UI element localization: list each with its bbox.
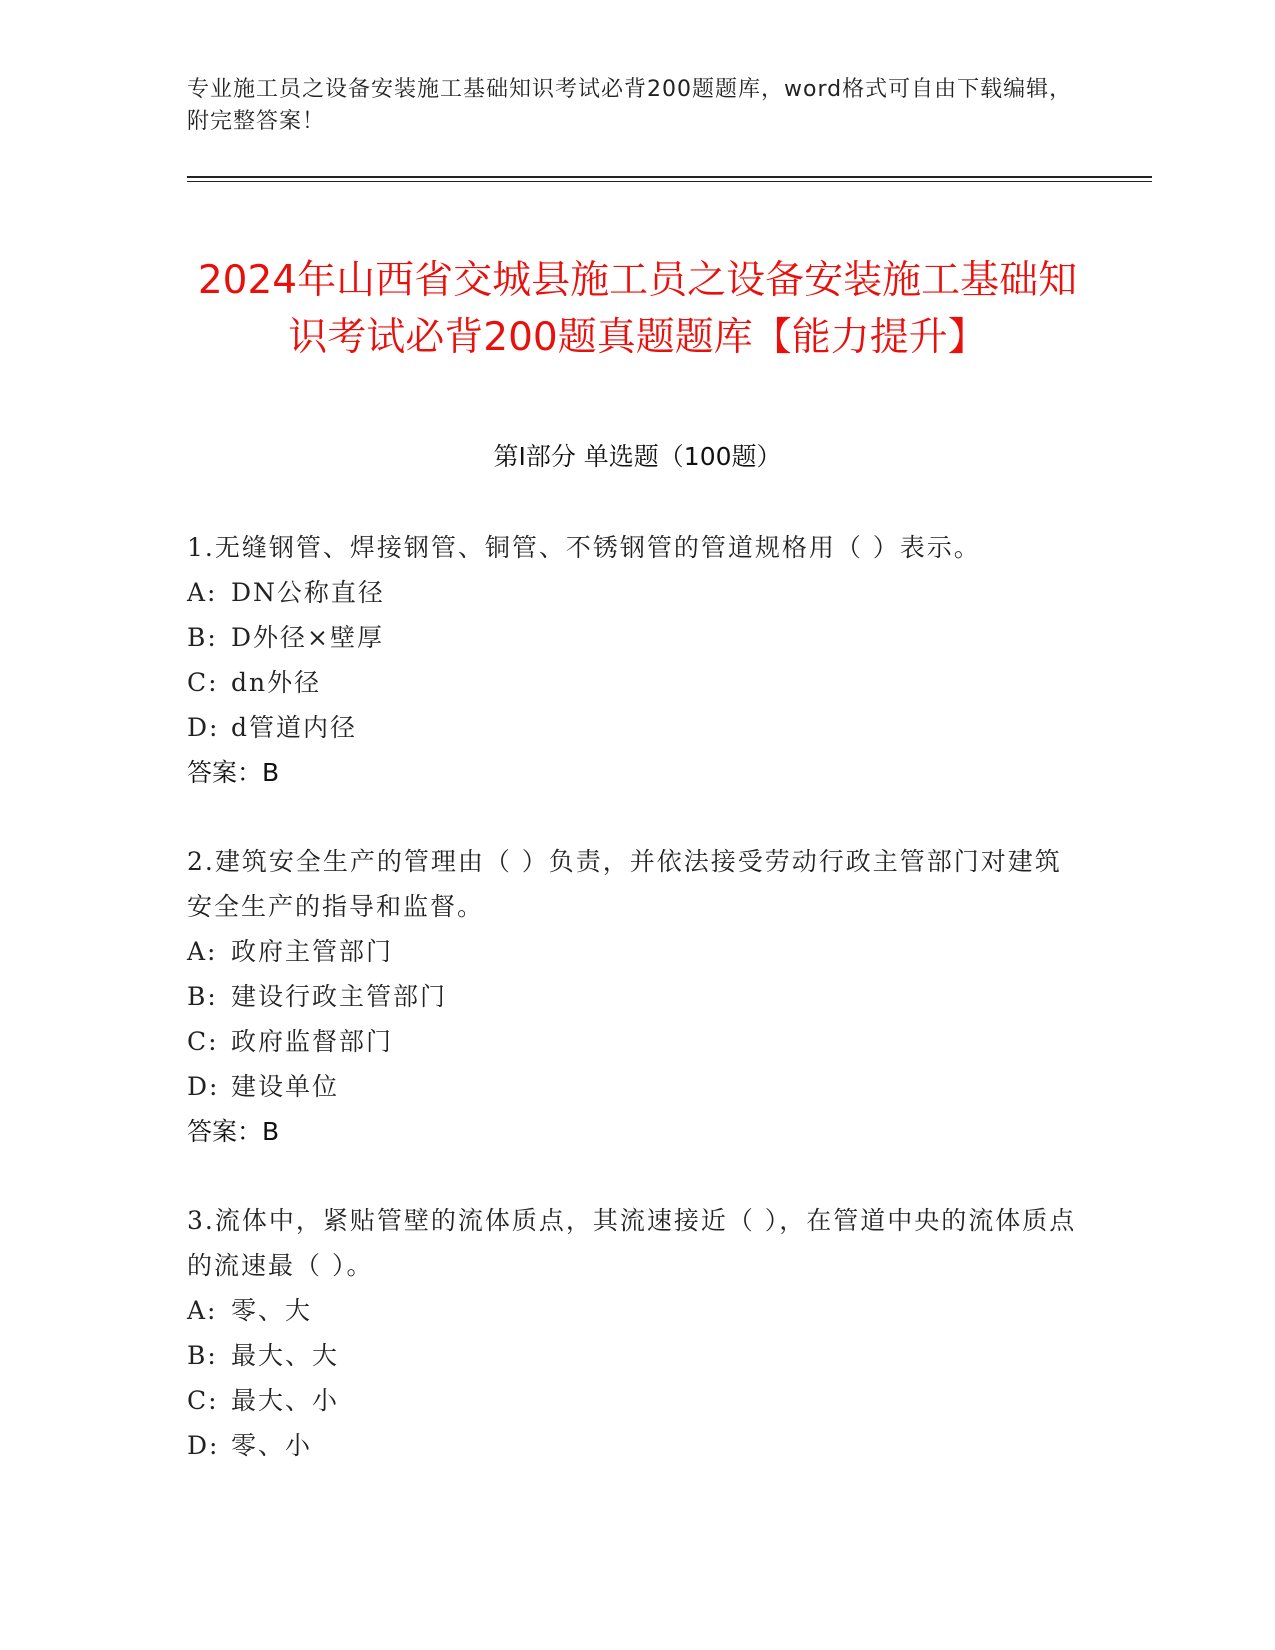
option-key: B:	[187, 1341, 218, 1370]
option-c	[187, 660, 1087, 705]
answer: 答案：B	[187, 1117, 280, 1146]
option-a	[187, 1288, 1087, 1333]
option-text: 零、大	[231, 1296, 313, 1325]
question-stem: 1.无缝钢管、焊接钢管、铜管、不锈钢管的管道规格用（ ）表示。	[187, 533, 981, 562]
option-text: 零、小	[231, 1431, 313, 1460]
document-title: 2024年山西省交城县施工员之设备安装施工基础知识考试必背200题真题题库【能力提升】	[197, 258, 1078, 361]
option-d	[187, 705, 1087, 750]
answer: 答案：B	[187, 758, 280, 787]
option-text: 最大、小	[231, 1386, 340, 1415]
option-c	[187, 1378, 1087, 1423]
question-2	[187, 839, 1087, 1154]
option-key: A:	[187, 578, 218, 607]
option-key: A:	[187, 1296, 218, 1325]
question-stem: 3.流体中，紧贴管壁的流体质点，其流速接近（ ），在管道中央的流体质点的流速最（ ）。	[187, 1206, 1077, 1280]
question-list	[187, 525, 1087, 1512]
option-key: D:	[187, 1072, 220, 1101]
option-key: C:	[187, 1386, 219, 1415]
option-text: D外径×壁厚	[231, 623, 384, 652]
option-d	[187, 1064, 1087, 1109]
option-text: 最大、大	[231, 1341, 340, 1370]
question-stem: 2.建筑安全生产的管理由（ ）负责，并依法接受劳动行政主管部门对建筑安全生产的指导和监督。	[187, 847, 1062, 921]
option-a	[187, 929, 1087, 974]
option-key: D:	[187, 713, 220, 742]
header-note: 专业施工员之设备安装施工基础知识考试必背200题题库，word格式可自由下载编辑，附完整答案！	[187, 77, 1073, 134]
option-a	[187, 570, 1087, 615]
option-text: DN公称直径	[231, 578, 385, 607]
header-divider-thick	[187, 176, 1152, 178]
option-d	[187, 1423, 1087, 1468]
option-text: dn外径	[231, 668, 322, 697]
option-key: C:	[187, 1027, 219, 1056]
question-3	[187, 1198, 1087, 1468]
option-key: D:	[187, 1431, 220, 1460]
option-b	[187, 615, 1087, 660]
option-text: d管道内径	[231, 713, 358, 742]
header-divider-thin	[187, 181, 1152, 182]
option-key: B:	[187, 982, 218, 1011]
option-text: 建设行政主管部门	[231, 982, 448, 1011]
option-text: 政府监督部门	[231, 1027, 394, 1056]
option-b	[187, 1333, 1087, 1378]
option-key: A:	[187, 937, 218, 966]
option-text: 建设单位	[231, 1072, 340, 1101]
option-key: B:	[187, 623, 218, 652]
option-text: 政府主管部门	[231, 937, 394, 966]
option-key: C:	[187, 668, 219, 697]
section-heading: 第I部分 单选题（100题）	[493, 442, 782, 471]
question-1	[187, 525, 1087, 795]
option-c	[187, 1019, 1087, 1064]
option-b	[187, 974, 1087, 1019]
